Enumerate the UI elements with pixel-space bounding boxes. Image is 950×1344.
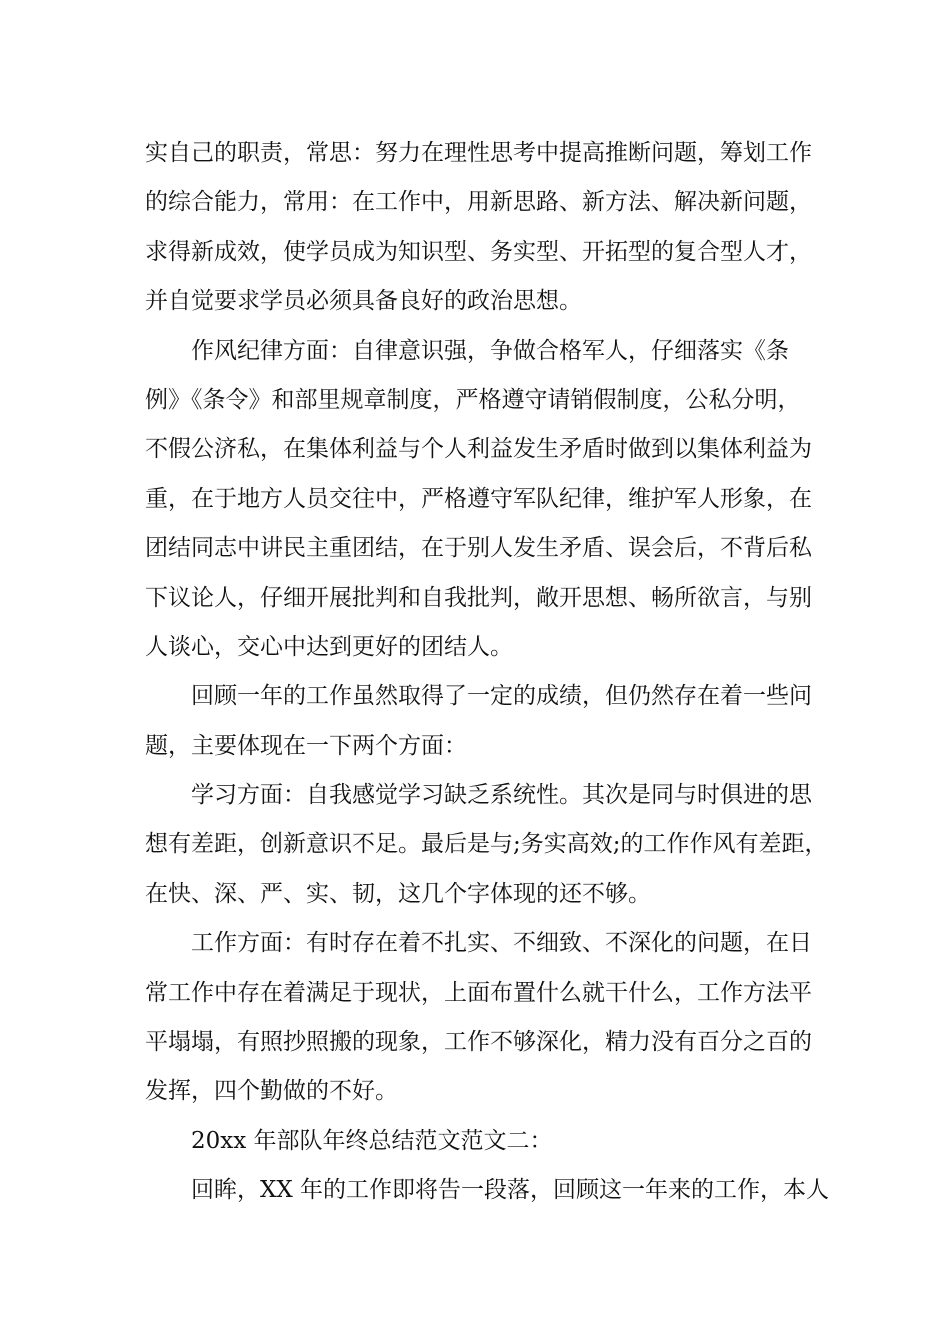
text-line: 下议论人，仔细开展批判和自我批判，敞开思想、畅所欲言，与别 [145, 584, 812, 611]
section-heading: 20xx 年部队年终总结范文范文二： [191, 1127, 553, 1154]
text-line: 题，主要体现在一下两个方面： [145, 732, 467, 759]
document-body [145, 129, 830, 1216]
paragraph-first-line: 回眸，XX 年的工作即将告一段落，回顾这一年来的工作，本人 [191, 1177, 830, 1204]
text-line: 发挥，四个勤做的不好。 [145, 1078, 398, 1105]
text-line: 常工作中存在着满足于现状，上面布置什么就干什么，工作方法平 [145, 979, 812, 1006]
text-line: 实自己的职责，常思：努力在理性思考中提高推断问题，筹划工作 [145, 140, 812, 166]
text-line: 重，在于地方人员交往中，严格遵守军队纪律，维护军人形象，在 [145, 485, 812, 512]
text-line: 不假公济私，在集体利益与个人利益发生矛盾时做到以集体利益为 [145, 436, 812, 463]
paragraph-first-line: 工作方面：有时存在着不扎实、不细致、不深化的问题，在日 [191, 930, 812, 957]
text-line: 在快、深、严、实、韧，这几个字体现的还不够。 [145, 880, 651, 907]
text-line: 想有差距，创新意识不足。最后是与;务实高效;的工作作风有差距， [145, 831, 828, 858]
text-line: 团结同志中讲民主重团结，在于别人发生矛盾、误会后，不背后私 [145, 535, 812, 562]
paragraph-first-line: 学习方面：自我感觉学习缺乏系统性。其次是同与时俱进的思 [191, 782, 812, 809]
text-line: 平塌塌，有照抄照搬的现象，工作不够深化，精力没有百分之百的 [145, 1029, 812, 1056]
text-line: 并自觉要求学员必须具备良好的政治思想。 [145, 288, 582, 315]
paragraph-first-line: 回顾一年的工作虽然取得了一定的成绩，但仍然存在着一些问 [191, 683, 812, 710]
text-line: 求得新成效，使学员成为知识型、务实型、开拓型的复合型人才， [145, 238, 812, 265]
paragraph-first-line: 作风纪律方面：自律意识强，争做合格军人，仔细落实《条 [191, 337, 789, 364]
text-line: 人谈心，交心中达到更好的团结人。 [145, 633, 513, 660]
text-line: 例》《条令》和部里规章制度，严格遵守请销假制度，公私分明， [145, 386, 801, 413]
text-line: 的综合能力，常用：在工作中，用新思路、新方法、解决新问题， [145, 189, 812, 216]
